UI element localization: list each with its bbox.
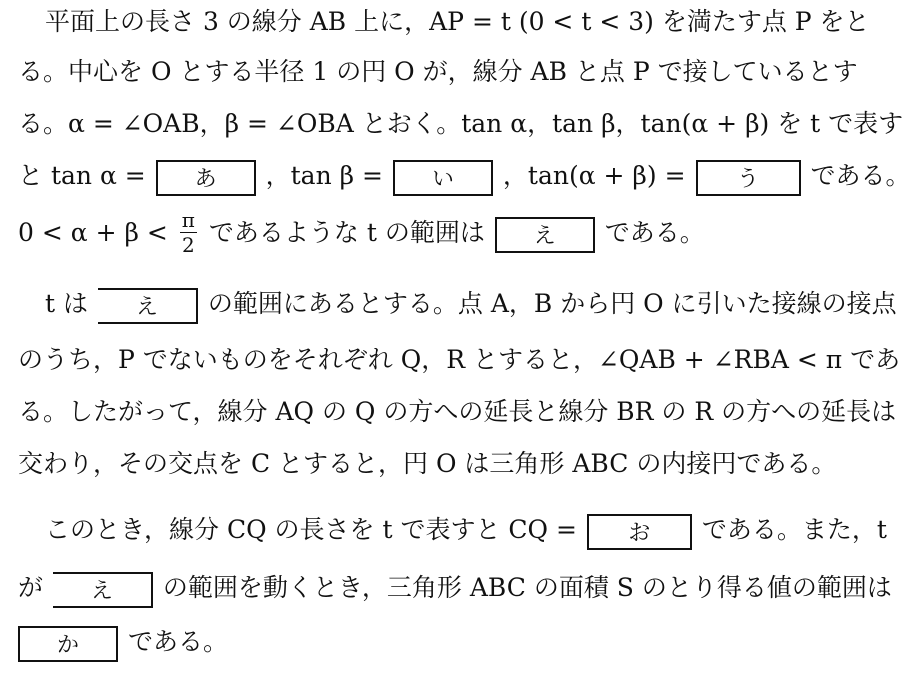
line4-suffix-text: である。: [810, 161, 910, 190]
line4-mid2-text: ，tan(α + β) =: [502, 161, 686, 190]
paragraph3-line3: [16, 622, 228, 662]
p2-line1-prefix-text: t は: [45, 289, 88, 318]
paragraph3-line1: [45, 510, 887, 550]
answer-box-o[interactable]: お: [587, 514, 692, 550]
paragraph2-line4: 交わり，その交点を C とすると，円 O は三角形 ABC の内接円である。: [18, 449, 837, 478]
answer-box-a[interactable]: あ: [156, 160, 256, 196]
answer-box-e-reference[interactable]: え: [98, 288, 198, 324]
paragraph1-line4: [18, 156, 910, 196]
paragraph3-line2: [18, 568, 892, 608]
line4-prefix-text: と tan α =: [18, 161, 146, 190]
line5-middle-text: であるような t の範囲は: [208, 218, 485, 247]
p3-line2-prefix-text: が: [18, 573, 44, 602]
fraction-denominator: 2: [181, 233, 195, 257]
answer-box-e-reference-2[interactable]: え: [53, 572, 153, 608]
line5-suffix-text: である。: [604, 218, 705, 247]
answer-box-e[interactable]: え: [495, 217, 595, 253]
answer-box-i[interactable]: い: [393, 160, 493, 196]
paragraph1-line3: る。α = ∠OAB，β = ∠OBA とおく。tan α，tan β，tan(α + β) を t で表す: [18, 109, 904, 138]
p3-line2-suffix-text: の範囲を動くとき，三角形 ABC の面積 S のとり得る値の範囲は: [162, 573, 892, 602]
p3-line1-prefix-text: このとき，線分 CQ の長さを t で表すと CQ =: [45, 515, 577, 544]
answer-box-u[interactable]: う: [696, 160, 801, 196]
line4-mid1-text: ，tan β =: [265, 161, 383, 190]
paragraph1-line1: 平面上の長さ 3 の線分 AB 上に，AP = t (0 < t < 3) を満たす点 P をと: [45, 7, 870, 36]
p2-line1-suffix-text: の範囲にあるとする。点 A，B から円 O に引いた接線の接点: [207, 289, 897, 318]
pi-over-two-fraction: [180, 210, 197, 255]
line5-prefix-text: 0 < α + β <: [18, 218, 168, 247]
paragraph2-line3: る。したがって，線分 AQ の Q の方への延長と線分 BR の R の方への延長は: [18, 397, 897, 426]
paragraph2-line2: のうち，P でないものをそれぞれ Q，R とすると，∠QAB + ∠RBA < π であ: [18, 345, 901, 374]
paragraph1-line2: る。中心を O とする半径 1 の円 O が，線分 AB と点 P で接しているとす: [18, 57, 858, 86]
p3-line3-suffix-text: である。: [127, 627, 228, 656]
fraction-numerator: π: [181, 208, 195, 232]
answer-box-ka[interactable]: か: [18, 626, 118, 662]
paragraph1-line5: [18, 208, 705, 257]
paragraph2-line1: [45, 284, 897, 324]
p3-line1-suffix-text: である。また，t: [701, 515, 887, 544]
